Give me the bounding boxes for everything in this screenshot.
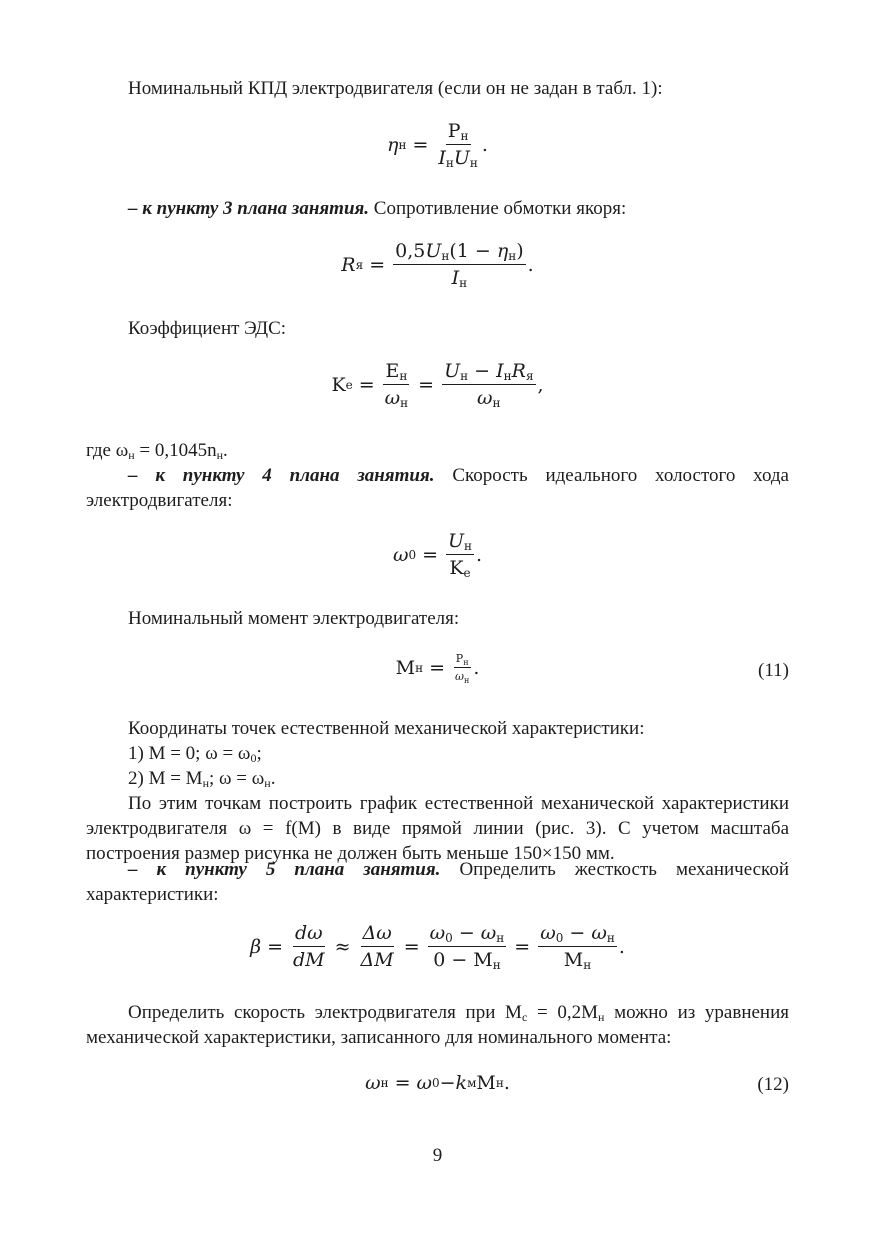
equation-emf-coefficient: K e = $\frac{E_н}{\omega_н}$ = $\frac{U_н - I_нR_я}{\omega_н}$ , [331,360,544,410]
paragraph-point-5: – к пункту 5 плана занятия. Определить жесткость механической характеристики: [86,859,789,905]
paragraph-emf-coefficient: Коэффициент ЭДС: [128,318,287,339]
equation-nominal-speed: ω н = ω 0 − k м M н . [365,1072,510,1094]
equation-ideal-speed: ω 0 = $\frac{U_н}{K_e}$ . [392,530,483,580]
equation-efficiency: η н = $\frac{P_н}{I_нU_н}$ . [387,120,488,170]
paragraph-nominal-efficiency: Номинальный КПД электродвигателя (если он не задан в табл. 1): [128,78,663,99]
equation-armature-resistance: R я = $\frac{0,5U_н(1 - \eta_н)}{I_н}$ . [341,240,534,290]
paragraph-point-4: – к пункту 4 плана занятия. Скорость идеального холостого хода электродвигателя: [86,465,789,511]
page-number: 9 [432,1145,443,1166]
paragraph-nominal-moment: Номинальный момент электродвигателя: [128,608,460,629]
paragraph-point-3: – к пункту 3 плана занятия. Сопротивление обмотки якоря: [128,198,627,219]
paragraph-point-one: 1) M = 0; $\omega = \omega_0$; [128,743,262,765]
paragraph-speed-determination: Определить скорость электродвигателя при $M_c = 0,2M_н$ можно из уравнения механической характеристики, записанного для номинального момента: [86,1002,790,1048]
paragraph-point-two: 2) $M = M_н$; $\omega = \omega_н$. [128,768,276,790]
equation-stiffness: β = $\frac{d\omega}{dM}$ ≈ $\frac{\Delta\omega}{\Delta M}$ = $\frac{\omega_0 - \omega_н}{0 - M_н}$ = $\frac{\omega_0 - \omega_н}{M_н}$ . [250,922,625,972]
equation-number-12: (12) [757,1074,789,1095]
paragraph-coordinates: Координаты точек естественной механической характеристики: [128,718,645,739]
paragraph-plot-instructions: По этим точкам построить график естественной механической характеристики электродвигателя ω = f(M) в виде прямой линии (рис. 3). С учетом масштаба построения размер рисунка не должен быть меньше 150×150 мм. [86,793,789,864]
paragraph-where-omega: где $\omega_н = 0,1045n_н$. [86,440,228,462]
equation-number-11: (11) [758,660,789,681]
equation-nominal-moment: M н = $\frac{P_н}{\omega_н}$ . [395,652,480,685]
